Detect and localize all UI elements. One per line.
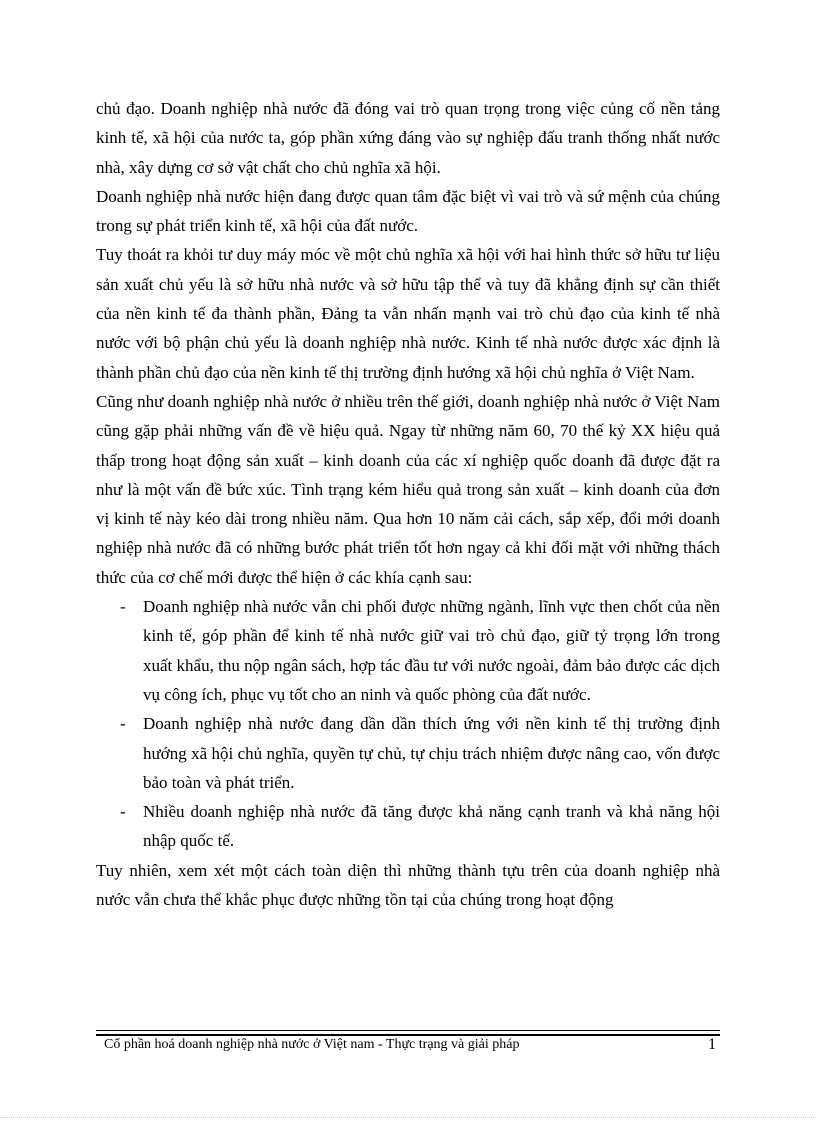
document-body	[96, 94, 720, 914]
paragraph: Doanh nghiệp nhà nước hiện đang được quan tâm đặc biệt vì vai trò và sứ mệnh của chúng trong sự phát triển kinh tế, xã hội của đất nước.	[96, 186, 720, 236]
list-item	[96, 709, 720, 797]
paragraph: chủ đạo. Doanh nghiệp nhà nước đã đóng vai trò quan trọng trong việc củng cố nền tảng kinh tế, xã hội của nước ta, góp phần xứng đáng vào sự nghiệp đấu tranh thống nhất nước nhà, xây dựng cơ sở vật chất cho chủ nghĩa xã hội.	[96, 99, 720, 177]
page-boundary	[0, 1117, 816, 1118]
list-item-text: Doanh nghiệp nhà nước đang dần dần thích ứng với nền kinh tế thị trường định hướng xã hội chủ nghĩa, quyền tự chủ, tự chịu trách nhiệm được nâng cao, vốn được bảo toàn và phát triển.	[143, 714, 720, 792]
paragraph: Cũng như doanh nghiệp nhà nước ở nhiều trên thế giới, doanh nghiệp nhà nước ở Việt Nam cũng gặp phải những vấn đề về hiệu quả. Ngay từ những năm 60, 70 thế kỷ XX hiệu quả thấp trong hoạt động sản xuất – kinh doanh của các xí nghiệp quốc doanh đã được đặt ra như là một vấn đề bức xúc. Tình trạng kém hiểu quả trong sản xuất – kinh doanh của đơn vị kinh tế này kéo dài trong nhiều năm. Qua hơn 10 năm cải cách, sắp xếp, đổi mới doanh nghiệp nhà nước đã có những bước phát triển tốt hơn ngay cả khi đối mặt với những thách thức của cơ chế mới được thể hiện ở các khía cạnh sau:	[96, 391, 720, 587]
list-item-text: Nhiều doanh nghiệp nhà nước đã tăng được khả năng cạnh tranh và khả năng hội nhập quốc tế.	[143, 802, 720, 851]
list-item-text: Doanh nghiệp nhà nước vẫn chi phối được những ngành, lĩnh vực then chốt của nền kinh tế, góp phần để kinh tế nhà nước giữ vai trò chủ đạo, giữ tỷ trọng lớn trong xuất khẩu, thu nộp ngân sách, hợp tác đầu tư với nước ngoài, đảm bảo được các dịch vụ công ích, phục vụ tốt cho an ninh và quốc phòng của đất nước.	[143, 597, 720, 704]
bullet-dash: -	[120, 714, 126, 734]
bullet-dash: -	[120, 802, 126, 822]
list-item	[96, 797, 720, 856]
paragraph: Tuy thoát ra khỏi tư duy máy móc về một chủ nghĩa xã hội với hai hình thức sở hữu tư liệu sản xuất chủ yếu là sở hữu nhà nước và sở hữu tập thể và tuy đã khẳng định sự cần thiết của nền kinh tế đa thành phần, Đảng ta vẫn nhấn mạnh vai trò chủ đạo của kinh tế nhà nước với bộ phận chủ yếu là doanh nghiệp nhà nước. Kinh tế nhà nước được xác định là thành phần chủ đạo của nền kinh tế thị trường định hướng xã hội chủ nghĩa ở Việt Nam.	[96, 245, 720, 382]
footer-rule-top	[96, 1030, 720, 1031]
page-number: 1	[708, 1036, 716, 1053]
list-item	[96, 592, 720, 709]
bullet-list	[96, 592, 720, 856]
bullet-dash: -	[120, 597, 126, 617]
closing-paragraph: Tuy nhiên, xem xét một cách toàn diện thì những thành tựu trên của doanh nghiệp nhà nước vẫn chưa thể khắc phục được những tồn tại của chúng trong hoạt động	[96, 860, 720, 910]
footer-title: Cổ phần hoá doanh nghiệp nhà nước ở Việt nam - Thực trạng và giải pháp	[104, 1037, 520, 1052]
